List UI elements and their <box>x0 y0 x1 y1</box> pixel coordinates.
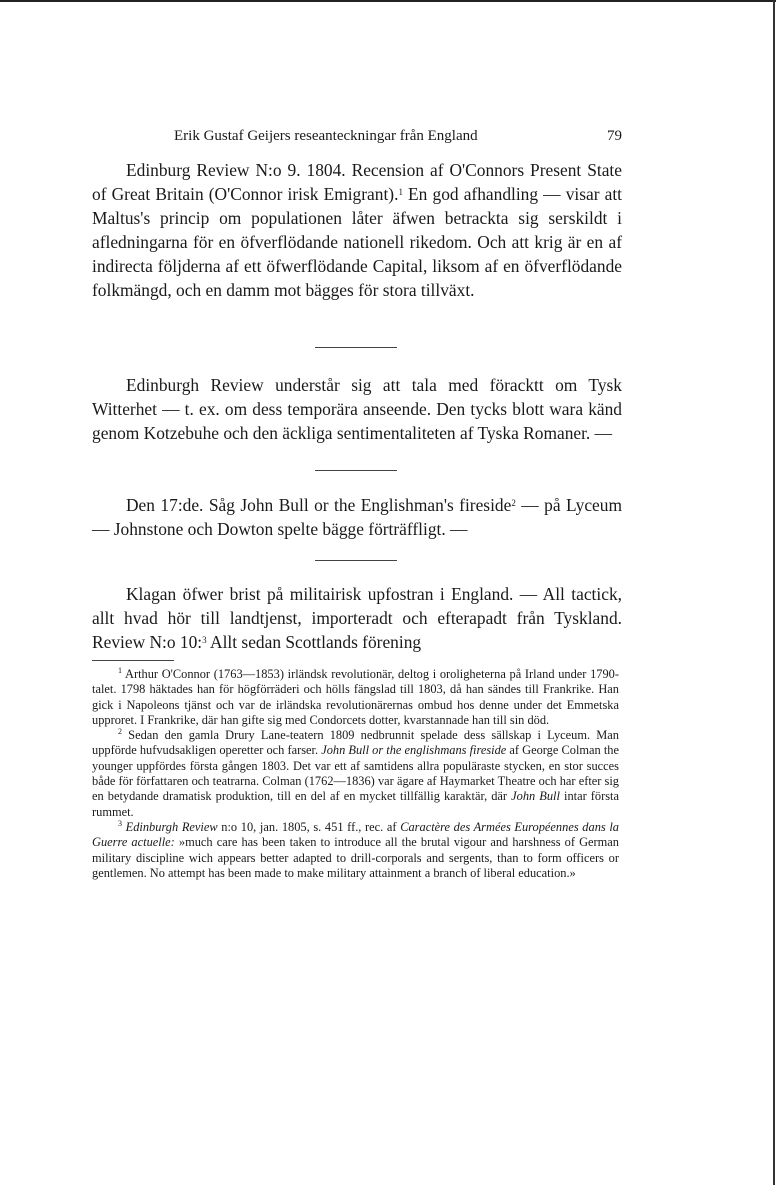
section-divider <box>315 470 397 471</box>
footnote-3-journal: Edinburgh Review <box>122 819 218 834</box>
footnote-3-quote: »much care has been taken to introduce all the brutal vigour and harshness of German military discipline wich appears better adapted to drill-corporals and sergents, than to form officers or gentlemen. No attempt has been made to make military attainment a branch of liberal education.» <box>92 835 619 880</box>
footnote-1-text: Arthur O'Connor (1763—1853) irländsk revolutionär, deltog i oroligheterna på Irland under 1790-talet. 1798 häktades han för högförräderi och hölls fängslad till 1803, då han sändes till Frankrike. Han gick i Napoleons tjänst och var de irländska revolutionärernas ombud hos denne under det Emmetska upproret. I Frankrike, där han gifte sig med Condorcets dotter, kvarstannade han till sin död. <box>92 667 619 727</box>
p3-text-a: Den 17:de. Såg John Bull or the Englishman's fireside <box>126 495 512 515</box>
footnote-2-play-short: John Bull <box>511 789 560 804</box>
footnote-ref-2: 2 <box>511 498 516 508</box>
section-divider <box>315 560 397 561</box>
footnote-3-book-title: Caractère des Armées Européennes dans la Guerre actuelle: <box>92 819 620 850</box>
p1-text-a: Edinburg Review N:o 9. 1804. Recension af O'Connors Present State of Great Britain (O'Connor irisk Emigrant). <box>92 160 622 205</box>
footnote-1 <box>92 667 619 728</box>
footnotes <box>92 667 619 881</box>
footnote-ref-1: 1 <box>398 187 403 198</box>
paragraph-tysk-witterhet: Edinburgh Review understår sig att tala med föracktt om Tysk Witterhet — t. ex. om dess temporära anseende. Den tycks blott wara känd genom Kotzebuhe och den äckliga sentimentaliteten af Tyska Romaner. — <box>92 375 622 444</box>
p1-text-b: En god afhandling — visar att Maltus's princip om populationen låter äfwen betrackta sig serskildt i afledningarna för en öfverflödande nationell rikedom. Och att krig är en af indirecta följderna af ett öfwerflödande Capital, liksom af en öfverflödande folkmängd, och en damm mot bägges för stora tillväxt. <box>92 184 623 301</box>
footnote-3-text-b: n:o 10, jan. 1805, s. 451 ff., rec. af <box>217 819 401 834</box>
page-number: 79 <box>607 128 622 144</box>
p4-text-a: Klagan öfwer brist på militairisk upfostran i England. — All tactick, allt hvad hör till landtjenst, importeradt och efterapadt från Tyskland. Review N:o 10: <box>92 584 622 653</box>
p3-text-b: — på Lyceum — Johnstone och Dowton spelte bägge förträffligt. — <box>92 495 623 540</box>
paragraph-military-education <box>92 582 622 654</box>
footnote-2-play-title: John Bull or the englishmans fireside <box>321 743 507 758</box>
p4-text-b: Allt sedan Scottlands förening <box>206 632 422 653</box>
footnote-marker-3: 3 <box>118 818 122 828</box>
running-title: Erik Gustaf Geijers reseanteckningar från England <box>174 128 478 144</box>
footnote-2 <box>92 728 619 820</box>
footnote-marker-2: 2 <box>118 727 122 737</box>
paragraph-edinburg-review <box>92 158 622 303</box>
paragraph-john-bull <box>92 493 622 541</box>
section-divider <box>315 347 397 348</box>
footnote-marker-1: 1 <box>118 666 122 675</box>
footnote-2-text-a: Sedan den gamla Drury Lane-teatern 1809 nedbrunnit spelade dess sällskap i Lyceum. Man uppförde hufvudsakligen operetter och farser. <box>92 728 619 758</box>
footnote-2-text-c: af George Colman the younger uppfördes första gången 1803. Det var ett af samtidens allra populäraste stycken, en stor succes både för författaren och teatrarna. Colman (1762—1836) var ägare af Haymarket Theatre och har efter sig en betydande dramatisk produktion, till en del af en mycket tillfällig karaktär, där <box>92 743 619 804</box>
footnote-2-text-e: intar första rummet. <box>92 789 619 819</box>
footnote-separator <box>92 660 174 661</box>
footnote-3 <box>92 820 619 881</box>
footnote-ref-3: 3 <box>202 635 207 646</box>
